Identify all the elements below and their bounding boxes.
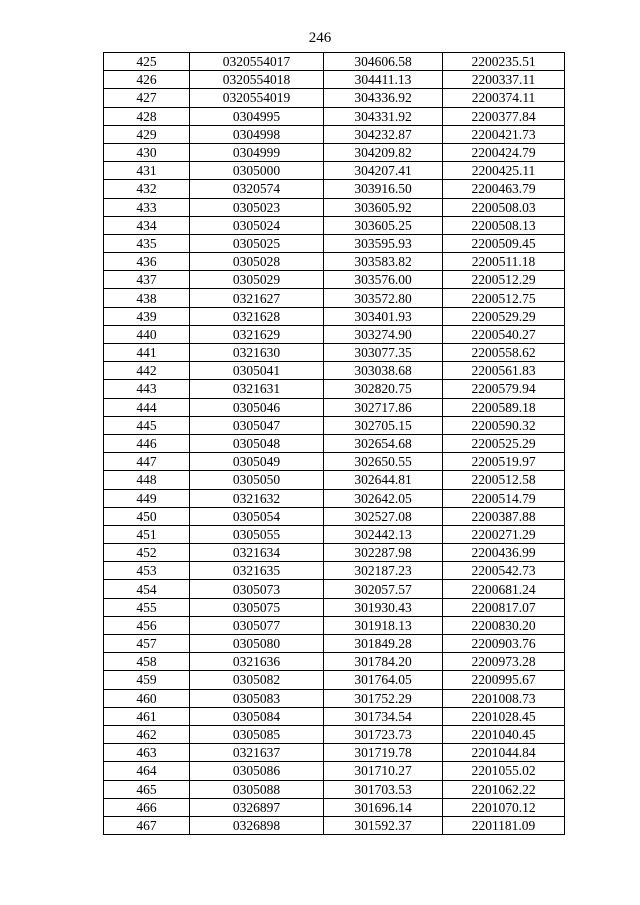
point-id-cell: 0305080 (190, 635, 324, 653)
x-coordinate-cell: 303038.68 (324, 362, 443, 380)
point-id-cell: 0321629 (190, 325, 324, 343)
point-id-cell: 0321637 (190, 744, 324, 762)
point-id-cell: 0321632 (190, 489, 324, 507)
row-number-cell: 437 (104, 271, 190, 289)
y-coordinate-cell: 2200589.18 (443, 398, 565, 416)
x-coordinate-cell: 302654.68 (324, 434, 443, 452)
point-id-cell: 0305075 (190, 598, 324, 616)
row-number-cell: 453 (104, 562, 190, 580)
table-row (104, 53, 565, 71)
y-coordinate-cell: 2200903.76 (443, 635, 565, 653)
y-coordinate-cell: 2201062.22 (443, 780, 565, 798)
table-row (104, 234, 565, 252)
y-coordinate-cell: 2200374.11 (443, 89, 565, 107)
point-id-cell: 0305085 (190, 725, 324, 743)
y-coordinate-cell: 2200542.73 (443, 562, 565, 580)
table-row (104, 307, 565, 325)
table-row (104, 744, 565, 762)
table-row (104, 143, 565, 161)
y-coordinate-cell: 2200508.13 (443, 216, 565, 234)
point-id-cell: 0321636 (190, 653, 324, 671)
point-id-cell: 0321635 (190, 562, 324, 580)
row-number-cell: 459 (104, 671, 190, 689)
point-id-cell: 0305050 (190, 471, 324, 489)
table-row (104, 471, 565, 489)
point-id-cell: 0305029 (190, 271, 324, 289)
x-coordinate-cell: 303595.93 (324, 234, 443, 252)
row-number-cell: 434 (104, 216, 190, 234)
table-row (104, 507, 565, 525)
y-coordinate-cell: 2201008.73 (443, 689, 565, 707)
table-row (104, 780, 565, 798)
x-coordinate-cell: 301752.29 (324, 689, 443, 707)
x-coordinate-cell: 303605.92 (324, 198, 443, 216)
x-coordinate-cell: 301734.54 (324, 707, 443, 725)
point-id-cell: 0321631 (190, 380, 324, 398)
row-number-cell: 464 (104, 762, 190, 780)
table-row (104, 762, 565, 780)
x-coordinate-cell: 302057.57 (324, 580, 443, 598)
y-coordinate-cell: 2200509.45 (443, 234, 565, 252)
table-row (104, 362, 565, 380)
coordinates-table (103, 52, 565, 835)
table-row (104, 544, 565, 562)
y-coordinate-cell: 2200377.84 (443, 107, 565, 125)
row-number-cell: 438 (104, 289, 190, 307)
table-row (104, 271, 565, 289)
y-coordinate-cell: 2201181.09 (443, 816, 565, 834)
x-coordinate-cell: 301784.20 (324, 653, 443, 671)
x-coordinate-cell: 304207.41 (324, 162, 443, 180)
y-coordinate-cell: 2200529.29 (443, 307, 565, 325)
point-id-cell: 0305048 (190, 434, 324, 452)
row-number-cell: 442 (104, 362, 190, 380)
point-id-cell: 0305055 (190, 525, 324, 543)
y-coordinate-cell: 2200511.18 (443, 253, 565, 271)
coordinates-table-body (104, 53, 565, 835)
table-row (104, 416, 565, 434)
x-coordinate-cell: 303576.00 (324, 271, 443, 289)
table-row (104, 162, 565, 180)
table-row (104, 689, 565, 707)
table-row (104, 434, 565, 452)
x-coordinate-cell: 301719.78 (324, 744, 443, 762)
table-row (104, 453, 565, 471)
point-id-cell: 0320554017 (190, 53, 324, 71)
table-row (104, 671, 565, 689)
y-coordinate-cell: 2200519.97 (443, 453, 565, 471)
x-coordinate-cell: 304209.82 (324, 143, 443, 161)
y-coordinate-cell: 2200681.24 (443, 580, 565, 598)
row-number-cell: 461 (104, 707, 190, 725)
x-coordinate-cell: 304336.92 (324, 89, 443, 107)
table-row (104, 216, 565, 234)
row-number-cell: 428 (104, 107, 190, 125)
table-row (104, 325, 565, 343)
row-number-cell: 447 (104, 453, 190, 471)
table-row (104, 616, 565, 634)
point-id-cell: 0305023 (190, 198, 324, 216)
y-coordinate-cell: 2201070.12 (443, 798, 565, 816)
y-coordinate-cell: 2200512.75 (443, 289, 565, 307)
point-id-cell: 0321627 (190, 289, 324, 307)
table-row (104, 198, 565, 216)
x-coordinate-cell: 302287.98 (324, 544, 443, 562)
y-coordinate-cell: 2200387.88 (443, 507, 565, 525)
y-coordinate-cell: 2200424.79 (443, 143, 565, 161)
y-coordinate-cell: 2200995.67 (443, 671, 565, 689)
row-number-cell: 466 (104, 798, 190, 816)
row-number-cell: 450 (104, 507, 190, 525)
point-id-cell: 0321630 (190, 344, 324, 362)
x-coordinate-cell: 303583.82 (324, 253, 443, 271)
table-row (104, 489, 565, 507)
row-number-cell: 443 (104, 380, 190, 398)
point-id-cell: 0305054 (190, 507, 324, 525)
y-coordinate-cell: 2200271.29 (443, 525, 565, 543)
row-number-cell: 436 (104, 253, 190, 271)
table-row (104, 125, 565, 143)
table-row (104, 398, 565, 416)
point-id-cell: 0305082 (190, 671, 324, 689)
x-coordinate-cell: 302187.23 (324, 562, 443, 580)
point-id-cell: 0305088 (190, 780, 324, 798)
row-number-cell: 451 (104, 525, 190, 543)
point-id-cell: 0321628 (190, 307, 324, 325)
x-coordinate-cell: 303572.80 (324, 289, 443, 307)
y-coordinate-cell: 2201040.45 (443, 725, 565, 743)
y-coordinate-cell: 2200579.94 (443, 380, 565, 398)
x-coordinate-cell: 301764.05 (324, 671, 443, 689)
y-coordinate-cell: 2200525.29 (443, 434, 565, 452)
x-coordinate-cell: 302527.08 (324, 507, 443, 525)
x-coordinate-cell: 303916.50 (324, 180, 443, 198)
x-coordinate-cell: 304606.58 (324, 53, 443, 71)
row-number-cell: 467 (104, 816, 190, 834)
row-number-cell: 431 (104, 162, 190, 180)
table-row (104, 598, 565, 616)
point-id-cell: 0321634 (190, 544, 324, 562)
point-id-cell: 0320574 (190, 180, 324, 198)
x-coordinate-cell: 301703.53 (324, 780, 443, 798)
x-coordinate-cell: 301592.37 (324, 816, 443, 834)
table-row (104, 635, 565, 653)
table-row (104, 107, 565, 125)
table-row (104, 580, 565, 598)
x-coordinate-cell: 302705.15 (324, 416, 443, 434)
y-coordinate-cell: 2201044.84 (443, 744, 565, 762)
point-id-cell: 0304998 (190, 125, 324, 143)
x-coordinate-cell: 301696.14 (324, 798, 443, 816)
row-number-cell: 435 (104, 234, 190, 252)
x-coordinate-cell: 302644.81 (324, 471, 443, 489)
point-id-cell: 0320554019 (190, 89, 324, 107)
point-id-cell: 0305073 (190, 580, 324, 598)
table-row (104, 344, 565, 362)
row-number-cell: 430 (104, 143, 190, 161)
x-coordinate-cell: 302642.05 (324, 489, 443, 507)
row-number-cell: 445 (104, 416, 190, 434)
row-number-cell: 446 (104, 434, 190, 452)
y-coordinate-cell: 2200421.73 (443, 125, 565, 143)
x-coordinate-cell: 302650.55 (324, 453, 443, 471)
x-coordinate-cell: 302820.75 (324, 380, 443, 398)
y-coordinate-cell: 2201028.45 (443, 707, 565, 725)
y-coordinate-cell: 2200817.07 (443, 598, 565, 616)
point-id-cell: 0326897 (190, 798, 324, 816)
point-id-cell: 0305047 (190, 416, 324, 434)
x-coordinate-cell: 301710.27 (324, 762, 443, 780)
y-coordinate-cell: 2200561.83 (443, 362, 565, 380)
point-id-cell: 0305084 (190, 707, 324, 725)
row-number-cell: 458 (104, 653, 190, 671)
x-coordinate-cell: 302717.86 (324, 398, 443, 416)
point-id-cell: 0305077 (190, 616, 324, 634)
table-row (104, 525, 565, 543)
row-number-cell: 465 (104, 780, 190, 798)
y-coordinate-cell: 2200235.51 (443, 53, 565, 71)
x-coordinate-cell: 302442.13 (324, 525, 443, 543)
table-row (104, 816, 565, 834)
table-row (104, 289, 565, 307)
point-id-cell: 0305024 (190, 216, 324, 234)
y-coordinate-cell: 2200512.29 (443, 271, 565, 289)
y-coordinate-cell: 2200436.99 (443, 544, 565, 562)
x-coordinate-cell: 303077.35 (324, 344, 443, 362)
table-row (104, 380, 565, 398)
point-id-cell: 0305025 (190, 234, 324, 252)
x-coordinate-cell: 303274.90 (324, 325, 443, 343)
y-coordinate-cell: 2200558.62 (443, 344, 565, 362)
point-id-cell: 0305083 (190, 689, 324, 707)
table-row (104, 89, 565, 107)
point-id-cell: 0304999 (190, 143, 324, 161)
row-number-cell: 433 (104, 198, 190, 216)
row-number-cell: 449 (104, 489, 190, 507)
point-id-cell: 0326898 (190, 816, 324, 834)
y-coordinate-cell: 2200508.03 (443, 198, 565, 216)
row-number-cell: 455 (104, 598, 190, 616)
y-coordinate-cell: 2200425.11 (443, 162, 565, 180)
table-row (104, 653, 565, 671)
row-number-cell: 425 (104, 53, 190, 71)
x-coordinate-cell: 303401.93 (324, 307, 443, 325)
row-number-cell: 460 (104, 689, 190, 707)
point-id-cell: 0320554018 (190, 71, 324, 89)
y-coordinate-cell: 2200514.79 (443, 489, 565, 507)
row-number-cell: 426 (104, 71, 190, 89)
table-row (104, 562, 565, 580)
x-coordinate-cell: 304232.87 (324, 125, 443, 143)
x-coordinate-cell: 301723.73 (324, 725, 443, 743)
row-number-cell: 427 (104, 89, 190, 107)
point-id-cell: 0305086 (190, 762, 324, 780)
table-row (104, 71, 565, 89)
x-coordinate-cell: 304411.13 (324, 71, 443, 89)
row-number-cell: 462 (104, 725, 190, 743)
point-id-cell: 0305000 (190, 162, 324, 180)
table-row (104, 707, 565, 725)
row-number-cell: 444 (104, 398, 190, 416)
row-number-cell: 456 (104, 616, 190, 634)
y-coordinate-cell: 2200830.20 (443, 616, 565, 634)
y-coordinate-cell: 2201055.02 (443, 762, 565, 780)
y-coordinate-cell: 2200463.79 (443, 180, 565, 198)
point-id-cell: 0305046 (190, 398, 324, 416)
y-coordinate-cell: 2200540.27 (443, 325, 565, 343)
table-row (104, 798, 565, 816)
row-number-cell: 457 (104, 635, 190, 653)
row-number-cell: 441 (104, 344, 190, 362)
point-id-cell: 0305028 (190, 253, 324, 271)
row-number-cell: 463 (104, 744, 190, 762)
row-number-cell: 452 (104, 544, 190, 562)
x-coordinate-cell: 301849.28 (324, 635, 443, 653)
point-id-cell: 0304995 (190, 107, 324, 125)
point-id-cell: 0305049 (190, 453, 324, 471)
table-row (104, 180, 565, 198)
row-number-cell: 448 (104, 471, 190, 489)
x-coordinate-cell: 304331.92 (324, 107, 443, 125)
x-coordinate-cell: 301918.13 (324, 616, 443, 634)
row-number-cell: 454 (104, 580, 190, 598)
row-number-cell: 439 (104, 307, 190, 325)
row-number-cell: 432 (104, 180, 190, 198)
row-number-cell: 429 (104, 125, 190, 143)
x-coordinate-cell: 303605.25 (324, 216, 443, 234)
y-coordinate-cell: 2200512.58 (443, 471, 565, 489)
x-coordinate-cell: 301930.43 (324, 598, 443, 616)
y-coordinate-cell: 2200590.32 (443, 416, 565, 434)
y-coordinate-cell: 2200337.11 (443, 71, 565, 89)
page-number: 246 (308, 30, 332, 46)
table-row (104, 253, 565, 271)
y-coordinate-cell: 2200973.28 (443, 653, 565, 671)
table-row (104, 725, 565, 743)
point-id-cell: 0305041 (190, 362, 324, 380)
row-number-cell: 440 (104, 325, 190, 343)
